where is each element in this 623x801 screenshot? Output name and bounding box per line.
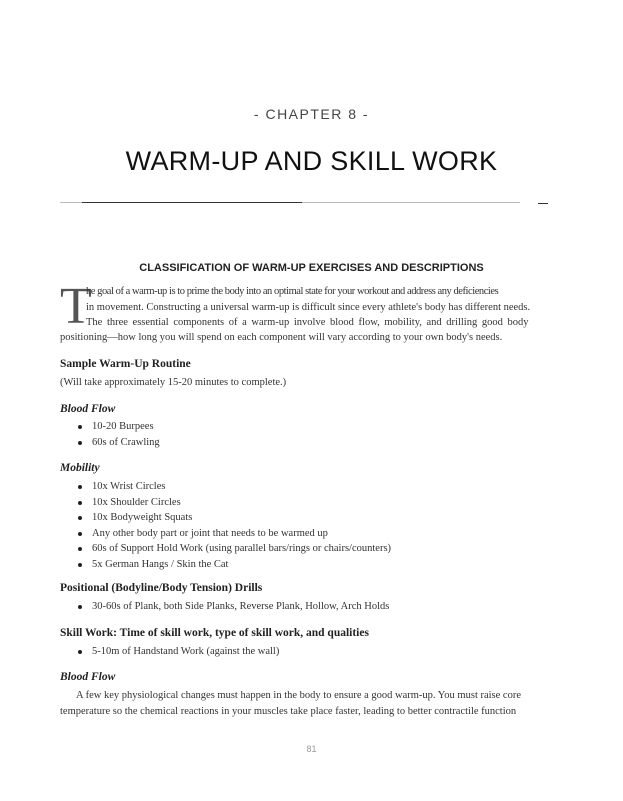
bullet-icon [78,532,82,536]
list-item [70,644,279,660]
chapter-label: - CHAPTER 8 - [253,106,370,122]
list-item-text: 60s of Support Hold Work (using parallel bars/rings or chairs/counters) [92,543,392,554]
list-item-text: Any other body part or joint that needs to be warmed up [92,527,328,539]
chapter-title: WARM-UP AND SKILL WORK [125,146,498,176]
list-item [70,495,391,511]
bullet-icon [78,605,82,609]
list-item-text: 10x Bodyweight Squats [92,512,193,523]
list-item [70,419,160,435]
skill-list [70,644,279,660]
list-item-text: 5x German Hangs / Skin the Cat [92,558,229,570]
body-paragraph-line: temperature so the chemical reactions in your muscles take place faster, leading to better contractile function [60,706,517,717]
list-item-text: 10x Wrist Circles [92,481,166,492]
intro-line: positioning—how long you will spend on each component will vary according to your own body's needs. [60,332,503,343]
intro-line: in movement. Constructing a universal warm-up is difficult since every athlete's body has different needs. [86,302,531,313]
bullet-icon [78,501,82,505]
title-rule-right [302,202,520,203]
title-rule-end [538,203,548,204]
list-item [70,557,391,573]
bullet-icon [78,425,82,429]
bullet-icon [78,650,82,654]
intro-line: he goal of a warm-up is to prime the body into an optimal state for your workout and address any deficiencies [86,286,499,297]
bullet-icon [78,516,82,520]
list-item-text: 30-60s of Plank, both Side Planks, Reverse Plank, Hollow, Arch Holds [92,601,390,612]
blood-flow-heading-2: Blood Flow [60,671,116,683]
bullet-icon [78,547,82,551]
blood-flow-list [70,419,160,450]
mobility-heading: Mobility [60,462,100,474]
page-number: 81 [306,744,317,754]
title-rule-main [82,202,302,203]
skill-heading: Skill Work: Time of skill work, type of skill work, and qualities [60,627,369,639]
blood-flow-heading: Blood Flow [60,403,116,415]
positional-heading: Positional (Bodyline/Body Tension) Drills [60,582,263,594]
title-rule-left [60,202,82,203]
list-item-text: 10x Shoulder Circles [92,496,181,508]
drop-cap: T [60,278,92,335]
intro-line: The three essential components of a warm-up involve blood flow, mobility, and drilling good body [86,317,529,328]
list-item [70,435,160,451]
list-item-text: 60s of Crawling [92,436,160,448]
bullet-icon [78,563,82,567]
positional-list [70,599,389,615]
list-item [70,479,391,495]
list-item [70,541,391,557]
bullet-icon [78,485,82,489]
list-item [70,510,391,526]
mobility-list [70,479,391,572]
body-paragraph-line: A few key physiological changes must happen in the body to ensure a good warm-up. You must raise core [76,690,521,701]
list-item-text: 10-20 Burpees [92,421,154,432]
list-item [70,599,389,615]
sample-note: (Will take approximately 15-20 minutes to complete.) [60,377,287,388]
sample-heading: Sample Warm-Up Routine [60,358,191,370]
list-item-text: 5-10m of Handstand Work (against the wall) [92,646,280,657]
section-heading: CLASSIFICATION OF WARM-UP EXERCISES AND DESCRIPTIONS [139,262,484,274]
list-item [70,526,391,542]
bullet-icon [78,441,82,445]
